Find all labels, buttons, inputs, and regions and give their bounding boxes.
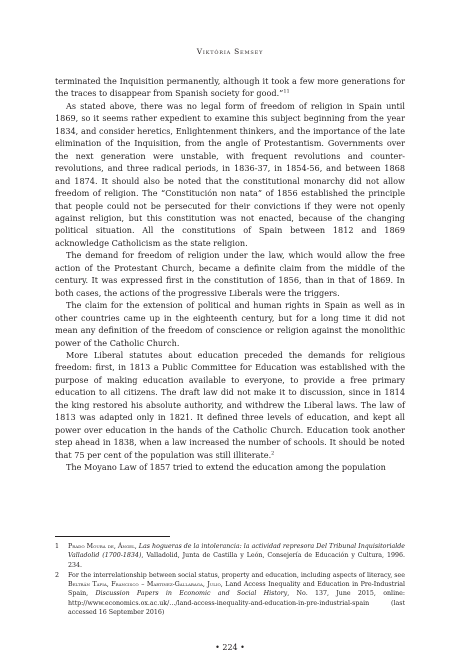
paragraph — [55, 349, 405, 461]
page-number: • 224 • — [215, 643, 245, 652]
footnote-author: Beltrán Tapia, Francisco – Martinez-Gallaraga, Julio, — [68, 581, 223, 589]
paragraph: As stated above, there was no legal form of freedom of religion in Spain until 1869, so it seems rather expedient to examine this subject beginning from the year 1834, and consider heretics, Enlightenment thinkers, and the importance of the late elimination of the Inquisition, from the angle of Protestantism. Governments over the next generation were unstable, with frequent revolutions and counter-revolutions, and three radical periods, in 1836-37, in 1854-56, and between 1868 and 1874. It should also be noted that the constitutional monarchy did not allow freedom of religion. The “Constitución non nata” of 1856 established the principle that people could not be persecuted for their convictions if they were not openly against religion, but this constitution was not enacted, because of the changing political situation. All the constitutions of Spain between 1812 and 1869 acknowledge Catholicism as the state religion. — [55, 100, 405, 248]
paragraph — [55, 75, 405, 100]
footnote-ref: 11 — [283, 88, 290, 95]
footnote-text — [68, 571, 405, 617]
footnote-number: 2 — [55, 571, 60, 579]
footnotes — [55, 542, 405, 618]
footnote-details: , No. 137, June 2015, online: http://www.economics.ox.ac.uk/…/land-access-inequality-and-education-in-pre-industrial-spain (last accessed 16 September 2016) — [68, 590, 405, 617]
paragraph: The demand for freedom of religion under the law, which would allow the free action of the Protestant Church, became a definite claim from the middle of the century. It was expressed first in the constitution of 1856, than in that of 1869. In both cases, the actions of the progressive Liberals were the triggers. — [55, 250, 405, 298]
paragraph: The claim for the extension of political and human rights in Spain as well as in other countries came up in the eighteenth century, but for a long time it did not mean any definition of the freedom of conscience or religion against the monolithic power of the Catholic Church. — [55, 300, 405, 348]
footnote-work: Land Access Inequality and Education in Pre-Industrial Spain, — [68, 581, 405, 598]
running-head — [0, 47, 460, 57]
main-text — [55, 75, 405, 474]
paragraph-text: More Liberal statutes about education preceded the demands for religious freedom: first, in 1813 a Public Committee for Education was established with the purpose of making education available to everyone, to provide a free primary education to all citizens. The draft law did not make it to discussion, since in 1814 the king restored his absolute authority, and withdrew the Liberal laws. The law of 1813 was adapted only in 1821. It defined three levels of education, and kept all power over education in the hands of the Catholic Church. Education took another step ahead in 1838, when a law increased the number of schools. It should be noted that 75 per cent of the population was still illiterate. — [55, 349, 405, 460]
running-head-author: Viktória Semsey — [196, 47, 264, 56]
footnote — [55, 542, 405, 570]
footnote-number: 1 — [55, 543, 60, 550]
footnote-text — [68, 542, 405, 570]
paragraph: The Moyano Law of 1857 tried to extend the education among the population — [66, 462, 386, 473]
paragraph-text: terminated the Inquisition permanently, although it took a few more generations for the traces to disappear from Spanish society for good.” — [55, 76, 405, 99]
footnote — [55, 571, 405, 617]
footnote-ref: 2 — [271, 449, 275, 456]
footnote-title: Las hogueras de la intolerancia: la actividad represora Del Tribunal Inquisitorialde Valladolid (1700-1834) — [68, 543, 405, 560]
footnote-intro: For the interrelationship between social status, property and education, including aspects of literacy, see — [68, 571, 405, 579]
footnote-author: Prado Moura de, Ángel, — [68, 543, 137, 550]
footnote-title: Discussion Papers in Economic and Social History — [95, 590, 288, 598]
footnote-divider — [55, 536, 170, 537]
footnote-details: , Valladolid, Junta de Castilla y León, Consejería de Educación y Cultura, 1996. 234. — [68, 552, 405, 569]
